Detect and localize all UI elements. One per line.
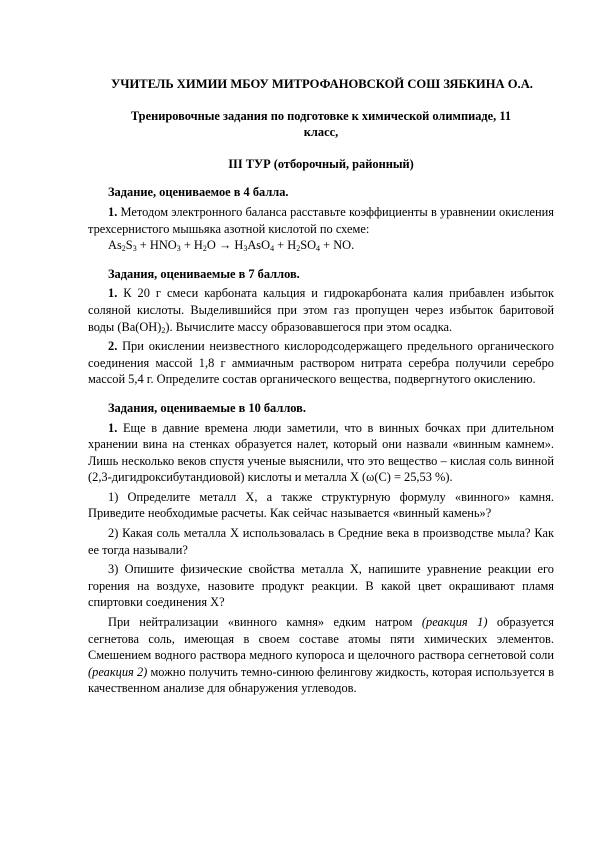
task-text: Еще в давние времена люди заметили, что в винных бочках при длительном хранении вина на стенках образуется налет, который они назвали «винным камнем». Лишь несколько веков спустя ученые выяснили, что это вещество – кислая соль винной (2,3-дигидроксибутандиовой) кислоты и металла Х (ω(С) = 25,53 %). bbox=[88, 420, 554, 485]
question-1: 1) Определите металл Х, а также структурную формулу «винного» камня. Приведите необходимые расчеты. Как сейчас называется «винный камень»? bbox=[88, 489, 554, 521]
section-heading-7-points: Задания, оцениваемые в 7 баллов. bbox=[108, 266, 300, 281]
subtitle-line-2: класс, bbox=[303, 125, 339, 140]
task-number: 1. bbox=[108, 420, 118, 435]
tour-title: III ТУР (отборочный, районный) bbox=[228, 156, 414, 171]
task-number: 1. bbox=[108, 286, 118, 301]
question-2: 2) Какая соль металла Х использовалась в Средние века в производстве мыла? Как ее тогда называли? bbox=[88, 526, 554, 557]
reaction-equation: $As_2S_3 + HNO_3 + H_2O \to H_3AsO_4 + H_2SO_4$ + NO. bbox=[108, 238, 355, 254]
document-subtitle bbox=[88, 108, 554, 141]
task-text: Методом электронного баланса расставьте коэффициенты в уравнении окисления трехсернистого мышьяка азотной кислотой по схеме: bbox=[88, 204, 554, 236]
task-7pt-1: 1. К 20 г смеси карбоната кальция и гидрокарбоната калия прибавлен избыток соляной кислоты. Выделившийся при этом газ пропущен через избыток баритовой воды $(Ba(OH)_2)$. Вычислите массу образовавшегося при этом осадка. bbox=[88, 286, 554, 335]
task-7pt-2 bbox=[88, 338, 554, 388]
final-paragraph: При нейтрализации «винного камня» едким натром (реакция 1) образуется сегнетова соль, имеющая в своем составе атомы пяти химических элементов. Смешением водного раствора медного купороса и щелочного раствора сегнетовой соли (реакция 2) можно получить темно-синюю фелингову жидкость, которая используется в качественном анализе для обнаружения углеводов. bbox=[88, 615, 555, 696]
reaction-2-label: (реакция 2) bbox=[88, 664, 148, 679]
task-4pt-1 bbox=[88, 204, 554, 237]
task-text: При окислении неизвестного кислородсодержащего предельного органического соединения массой 1,8 г аммиачным раствором нитрата серебра получили серебро массой 5,4 г. Определите состав органического вещества, подвергнутого окислению. bbox=[88, 339, 554, 387]
reaction-1-label: (реакция 1) bbox=[421, 615, 488, 630]
section-heading-4-points: Задание, оцениваемое в 4 балла. bbox=[108, 185, 289, 200]
task-number: 2. bbox=[108, 339, 118, 354]
question-3: 3) Опишите физические свойства металла Х, напишите уравнение реакции его горения на воздухе, назовите продукт реакции. В какой цвет окрашивают пламя спиртовки соединения Х? bbox=[88, 562, 554, 610]
author-line: УЧИТЕЛЬ ХИМИИ МБОУ МИТРОФАНОВСКОЙ СОШ ЗЯБКИНА О.А. bbox=[111, 77, 533, 91]
task-10pt-1 bbox=[88, 420, 554, 486]
document-body bbox=[88, 76, 554, 697]
section-heading-10-points: Задания, оцениваемые в 10 баллов. bbox=[108, 400, 306, 415]
subtitle-line-1: Тренировочные задания по подготовке к химической олимпиаде, 11 bbox=[130, 108, 512, 123]
task-number: 1. bbox=[108, 204, 118, 219]
